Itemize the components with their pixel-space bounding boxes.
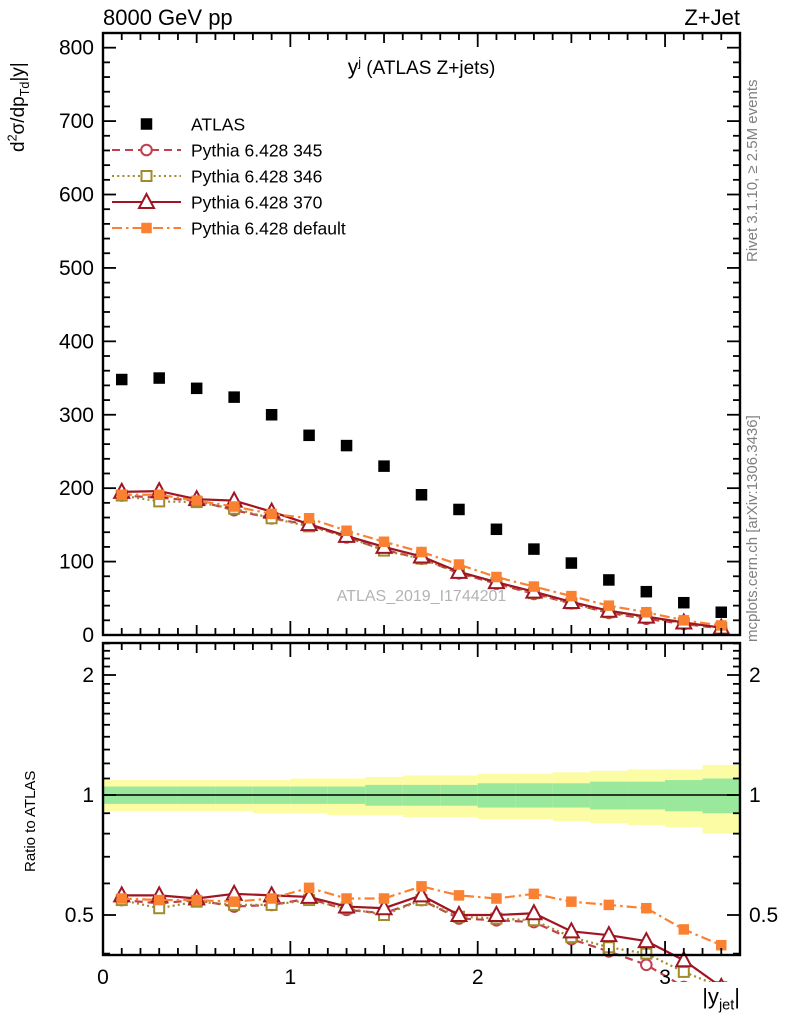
xlabel-sub: jet (718, 997, 735, 1014)
atlas-marker (416, 489, 428, 501)
main-y-tick-label: 700 (58, 110, 94, 134)
main-y-tick-label: 400 (58, 330, 94, 354)
ratio-line-pythia-346 (122, 900, 722, 987)
pythia-default-marker (491, 893, 502, 904)
main-y-tick-label: 500 (58, 256, 94, 280)
ylabel-y: |y| (8, 62, 29, 82)
ylabel-sigma: σ/dp (8, 96, 29, 135)
atlas-marker (153, 372, 165, 384)
main-y-tick-label: 600 (58, 183, 94, 207)
pythia-default-marker (641, 903, 652, 914)
pythia-default-marker (141, 223, 152, 234)
atlas-marker (566, 557, 578, 569)
analysis-id-watermark: ATLAS_2019_I1744201 (336, 588, 507, 605)
pythia-default-marker (604, 900, 615, 911)
atlas-marker (491, 524, 503, 536)
legend-label-atlas: ATLAS (191, 114, 246, 135)
xlabel-open: |y (702, 984, 719, 1009)
observable-symbol: y (347, 56, 359, 79)
pythia-default-marker (379, 893, 390, 904)
legend (112, 115, 346, 239)
ylabel-exp: 2 (5, 134, 20, 142)
pythia-default-marker (304, 883, 315, 894)
pythia-default-marker (341, 526, 352, 537)
atlas-marker (603, 574, 615, 586)
pythia-default-marker (341, 893, 352, 904)
atlas-marker (266, 409, 278, 421)
rivet-version-note: Rivet 3.1.10, ≥ 2.5M events (744, 79, 761, 262)
x-axis-label (540, 984, 740, 1014)
observable-superscript: j (358, 55, 362, 70)
atlas-marker (378, 460, 390, 472)
ratio-y-tick-label-left: 2 (82, 664, 94, 687)
pythia-default-marker (416, 881, 427, 892)
pythia-370-marker (564, 923, 579, 937)
atlas-marker (228, 391, 240, 403)
pythia-346-marker (679, 967, 689, 977)
pythia-default-marker (566, 896, 577, 907)
pythia-default-marker (154, 490, 165, 501)
pythia-default-marker (229, 896, 240, 907)
pythia-default-marker (641, 607, 652, 618)
ratio-y-axis-label: Ratio to ATLAS (22, 770, 39, 872)
atlas-marker (453, 504, 465, 515)
main-y-tick-label: 100 (58, 550, 94, 574)
legend-label-pythia-345: Pythia 6.428 345 (191, 140, 323, 161)
pythia-default-marker (191, 495, 202, 506)
ratio-y-tick-label-left: 1 (82, 784, 94, 807)
legend-label-pythia-default: Pythia 6.428 default (191, 218, 346, 239)
main-y-tick-label: 800 (58, 36, 94, 60)
atlas-marker (303, 430, 315, 442)
pythia-default-marker (266, 893, 277, 904)
x-tick-label: 2 (471, 966, 484, 989)
x-tick-label: 1 (284, 966, 297, 989)
ratio-y-tick-label-right: 2 (749, 664, 761, 687)
pythia-default-marker (679, 924, 690, 935)
observable-analysis: (ATLAS Z+jets) (361, 58, 496, 79)
atlas-marker (716, 606, 728, 618)
atlas-marker (191, 383, 203, 395)
pythia-default-marker (416, 547, 427, 558)
atlas-marker (528, 543, 540, 555)
pythia-370-marker (526, 905, 541, 919)
pythia-default-marker (191, 895, 202, 906)
pythia-default-marker (529, 889, 540, 900)
ylabel-sub: Td (17, 81, 32, 97)
x-tick-label: 3 (659, 966, 671, 989)
legend-label-pythia-370: Pythia 6.428 370 (191, 192, 323, 213)
atlas-marker (141, 118, 153, 130)
ratio-y-tick-label-right: 0.5 (749, 904, 779, 927)
main-y-axis-label (5, 0, 32, 152)
pythia-default-marker (154, 895, 165, 906)
atlas-marker (341, 440, 353, 452)
pythia-default-marker (679, 615, 690, 626)
pythia-346-marker (142, 171, 152, 181)
main-y-tick-label: 200 (58, 477, 94, 501)
legend-label-pythia-346: Pythia 6.428 346 (191, 166, 323, 187)
ratio-y-tick-label-right: 1 (749, 784, 761, 807)
observable-title (103, 56, 740, 80)
mcplots-arxiv-note: mcplots.cern.ch [arXiv:1306.3436] (744, 415, 761, 642)
pythia-default-marker (379, 537, 390, 548)
main-y-tick-label: 300 (58, 403, 94, 427)
process-title: Z+Jet (684, 5, 740, 30)
pythia-default-marker (304, 513, 315, 524)
main-y-tick-label: 0 (82, 624, 94, 647)
beam-energy-title: 8000 GeV pp (103, 5, 233, 30)
pythia-default-marker (491, 572, 502, 583)
ratio-uncertainty-bands (103, 765, 740, 834)
pythia-default-marker (454, 559, 465, 570)
ratio-y-tick-label-left: 0.5 (64, 904, 94, 927)
pythia-345-marker (641, 960, 652, 971)
pythia-default-marker (266, 509, 277, 520)
ylabel-d: d (8, 141, 29, 152)
axis-tick-labels (59, 37, 778, 989)
pythia-default-marker (454, 890, 465, 901)
atlas-marker (116, 374, 128, 386)
pythia-default-marker (229, 501, 240, 512)
x-tick-label: 0 (97, 966, 109, 989)
xlabel-close: | (734, 984, 740, 1009)
pythia-default-marker (116, 490, 127, 501)
pythia-345-marker (141, 145, 152, 156)
pythia-default-marker (116, 893, 127, 904)
